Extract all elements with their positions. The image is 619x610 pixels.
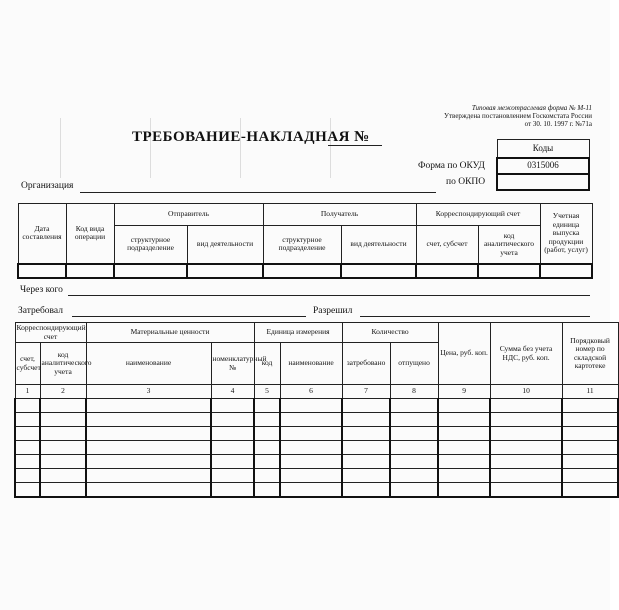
col-date: Дата составления (18, 204, 66, 264)
entry-cell[interactable] (342, 413, 390, 427)
entry-cell[interactable] (15, 469, 40, 483)
document-title: ТРЕБОВАНИЕ-НАКЛАДНАЯ № (132, 129, 370, 145)
table-row (15, 469, 618, 483)
entry-cell[interactable] (86, 399, 211, 413)
col-material-name: наименование (86, 343, 211, 385)
table-row (15, 455, 618, 469)
entry-cell[interactable] (562, 441, 618, 455)
op-code-cell[interactable] (66, 264, 114, 278)
entry-cell[interactable] (438, 455, 490, 469)
sender-activity-cell[interactable] (187, 264, 263, 278)
entry-cell[interactable] (280, 441, 342, 455)
column-number: 6 (280, 385, 342, 399)
entry-cell[interactable] (254, 455, 280, 469)
entry-cell[interactable] (562, 427, 618, 441)
entry-cell[interactable] (86, 483, 211, 497)
entry-cell[interactable] (254, 483, 280, 497)
entry-cell[interactable] (562, 399, 618, 413)
col-receiver-activity: вид деятельности (341, 226, 416, 264)
col-corr-subaccount: счет, субсчет (416, 226, 478, 264)
via-field[interactable] (68, 295, 590, 296)
entry-cell[interactable] (280, 413, 342, 427)
entry-cell[interactable] (15, 441, 40, 455)
entry-cell[interactable] (390, 483, 438, 497)
table-row (15, 441, 618, 455)
entry-cell[interactable] (86, 455, 211, 469)
corr-analytic-cell[interactable] (478, 264, 540, 278)
corr-subaccount-cell[interactable] (416, 264, 478, 278)
entry-cell[interactable] (490, 469, 562, 483)
entry-cell[interactable] (390, 455, 438, 469)
entry-cell[interactable] (342, 483, 390, 497)
bleed-through-line (150, 118, 151, 178)
col-sender-activity: вид деятельности (187, 226, 263, 264)
okpo-value[interactable] (497, 174, 589, 190)
entry-cell[interactable] (390, 427, 438, 441)
col-sum: Сумма без учета НДС, руб. коп. (490, 323, 562, 385)
entry-cell[interactable] (490, 413, 562, 427)
entry-cell[interactable] (342, 455, 390, 469)
table-row (15, 483, 618, 497)
column-number: 4 (211, 385, 254, 399)
entry-cell[interactable] (562, 483, 618, 497)
entry-cell[interactable] (40, 455, 86, 469)
col-material: Материальные ценности (86, 323, 254, 343)
col-operation-code: Код вида операции (66, 204, 114, 264)
entry-cell[interactable] (40, 469, 86, 483)
entry-cell[interactable] (15, 427, 40, 441)
col-qty-released: отпущено (390, 343, 438, 385)
col-sender: Отправитель (114, 204, 263, 226)
allowed-field[interactable] (360, 316, 590, 317)
entry-cell[interactable] (86, 441, 211, 455)
entry-cell[interactable] (390, 441, 438, 455)
col-card-number: Порядковый номер по складской картотеке (562, 323, 618, 385)
entry-cell[interactable] (254, 413, 280, 427)
entry-cell[interactable] (15, 399, 40, 413)
okpo-label: по ОКПО (446, 177, 486, 187)
entry-cell[interactable] (254, 469, 280, 483)
bleed-through-line (240, 118, 241, 178)
document-number-field[interactable] (328, 145, 382, 146)
entry-cell[interactable] (211, 483, 254, 497)
col-nomenclature: номенклатурный № (211, 343, 254, 385)
bleed-through-line (330, 118, 331, 178)
entry-cell[interactable] (86, 427, 211, 441)
col-corr-account: Корреспондирующий счет (16, 323, 86, 341)
form-header (444, 104, 592, 128)
okud-label: Форма по ОКУД (418, 161, 485, 171)
column-number: 2 (40, 385, 86, 399)
col-corr-account: Корреспондирующий счет (416, 204, 540, 226)
entry-cell[interactable] (15, 483, 40, 497)
entry-cell[interactable] (390, 469, 438, 483)
col-analytic-code: код аналитического учета (40, 343, 86, 385)
allowed-label: Разрешил (313, 306, 353, 316)
top-table-data-row (18, 264, 592, 278)
entry-cell[interactable] (86, 469, 211, 483)
column-number: 8 (390, 385, 438, 399)
codes-table (496, 139, 590, 191)
entry-cell[interactable] (490, 427, 562, 441)
entry-cell[interactable] (342, 399, 390, 413)
entry-cell[interactable] (211, 441, 254, 455)
entry-cell[interactable] (490, 441, 562, 455)
col-price: Цена, руб. коп. (438, 323, 490, 385)
bleed-through-line (60, 118, 61, 178)
entry-cell[interactable] (15, 413, 40, 427)
entry-cell[interactable] (342, 441, 390, 455)
column-number: 11 (562, 385, 618, 399)
requested-field[interactable] (72, 316, 306, 317)
entry-cell[interactable] (211, 413, 254, 427)
col-subaccount: счет, субсчет (15, 343, 40, 385)
requested-label: Затребовал (18, 306, 63, 316)
column-numbers-row (15, 385, 618, 399)
col-receiver: Получатель (263, 204, 416, 226)
col-quantity: Количество (342, 323, 438, 343)
entry-cell[interactable] (40, 483, 86, 497)
entry-cell[interactable] (438, 469, 490, 483)
col-unit: Учетная единица выпуска продукции (работ, услуг) (540, 204, 592, 264)
col-sender-struct: структурное подразделение (114, 226, 187, 264)
column-number: 9 (438, 385, 490, 399)
entry-cell[interactable] (342, 469, 390, 483)
entry-cell[interactable] (254, 427, 280, 441)
entry-cell[interactable] (86, 413, 211, 427)
organization-field[interactable] (80, 192, 436, 193)
entry-cell[interactable] (490, 455, 562, 469)
okud-value: 0315006 (497, 158, 589, 174)
entry-cell[interactable] (254, 399, 280, 413)
approval-line: Утверждена постановлением Госкомстата России (444, 112, 592, 120)
table-row (15, 399, 618, 413)
entry-cell[interactable] (40, 441, 86, 455)
entry-cell[interactable] (438, 413, 490, 427)
entry-cell[interactable] (254, 441, 280, 455)
organization-label: Организация (21, 181, 74, 191)
entry-cell[interactable] (280, 469, 342, 483)
approval-date-line: от 30. 10. 1997 г. №71а (524, 120, 592, 128)
entry-cell[interactable] (211, 455, 254, 469)
col-receiver-struct: структурное подразделение (263, 226, 341, 264)
entry-cell[interactable] (211, 469, 254, 483)
col-unit-name: наименование (280, 343, 342, 385)
entry-cell[interactable] (562, 469, 618, 483)
blank-rows (15, 399, 618, 497)
table-row (15, 413, 618, 427)
entry-cell[interactable] (390, 413, 438, 427)
entry-cell[interactable] (280, 427, 342, 441)
entry-cell[interactable] (280, 483, 342, 497)
column-number: 1 (15, 385, 40, 399)
entry-cell[interactable] (211, 399, 254, 413)
sender-struct-cell[interactable] (114, 264, 187, 278)
top-info-table (17, 203, 593, 279)
entry-cell[interactable] (211, 427, 254, 441)
entry-cell[interactable] (490, 483, 562, 497)
materials-table (14, 322, 619, 498)
column-number: 10 (490, 385, 562, 399)
entry-cell[interactable] (438, 483, 490, 497)
receiver-activity-cell[interactable] (341, 264, 416, 278)
codes-header: Коды (497, 140, 589, 158)
column-number: 7 (342, 385, 390, 399)
col-unit-code: код (254, 343, 280, 385)
entry-cell[interactable] (280, 455, 342, 469)
entry-cell[interactable] (15, 455, 40, 469)
entry-cell[interactable] (40, 427, 86, 441)
unit-cell[interactable] (540, 264, 592, 278)
receiver-struct-cell[interactable] (263, 264, 341, 278)
entry-cell[interactable] (438, 399, 490, 413)
col-qty-requested: затребовано (342, 343, 390, 385)
entry-cell[interactable] (438, 427, 490, 441)
table-row (15, 427, 618, 441)
column-number: 5 (254, 385, 280, 399)
entry-cell[interactable] (562, 455, 618, 469)
col-unit: Единица измерения (254, 323, 342, 343)
entry-cell[interactable] (342, 427, 390, 441)
form-type-line: Типовая межотраслевая форма № М-11 (471, 104, 592, 112)
entry-cell[interactable] (438, 441, 490, 455)
via-label: Через кого (20, 285, 63, 295)
entry-cell[interactable] (390, 399, 438, 413)
entry-cell[interactable] (40, 413, 86, 427)
column-number: 3 (86, 385, 211, 399)
col-corr-analytic: код аналитического учета (478, 226, 540, 264)
date-cell[interactable] (18, 264, 66, 278)
entry-cell[interactable] (562, 413, 618, 427)
entry-cell[interactable] (40, 399, 86, 413)
entry-cell[interactable] (490, 399, 562, 413)
entry-cell[interactable] (280, 399, 342, 413)
